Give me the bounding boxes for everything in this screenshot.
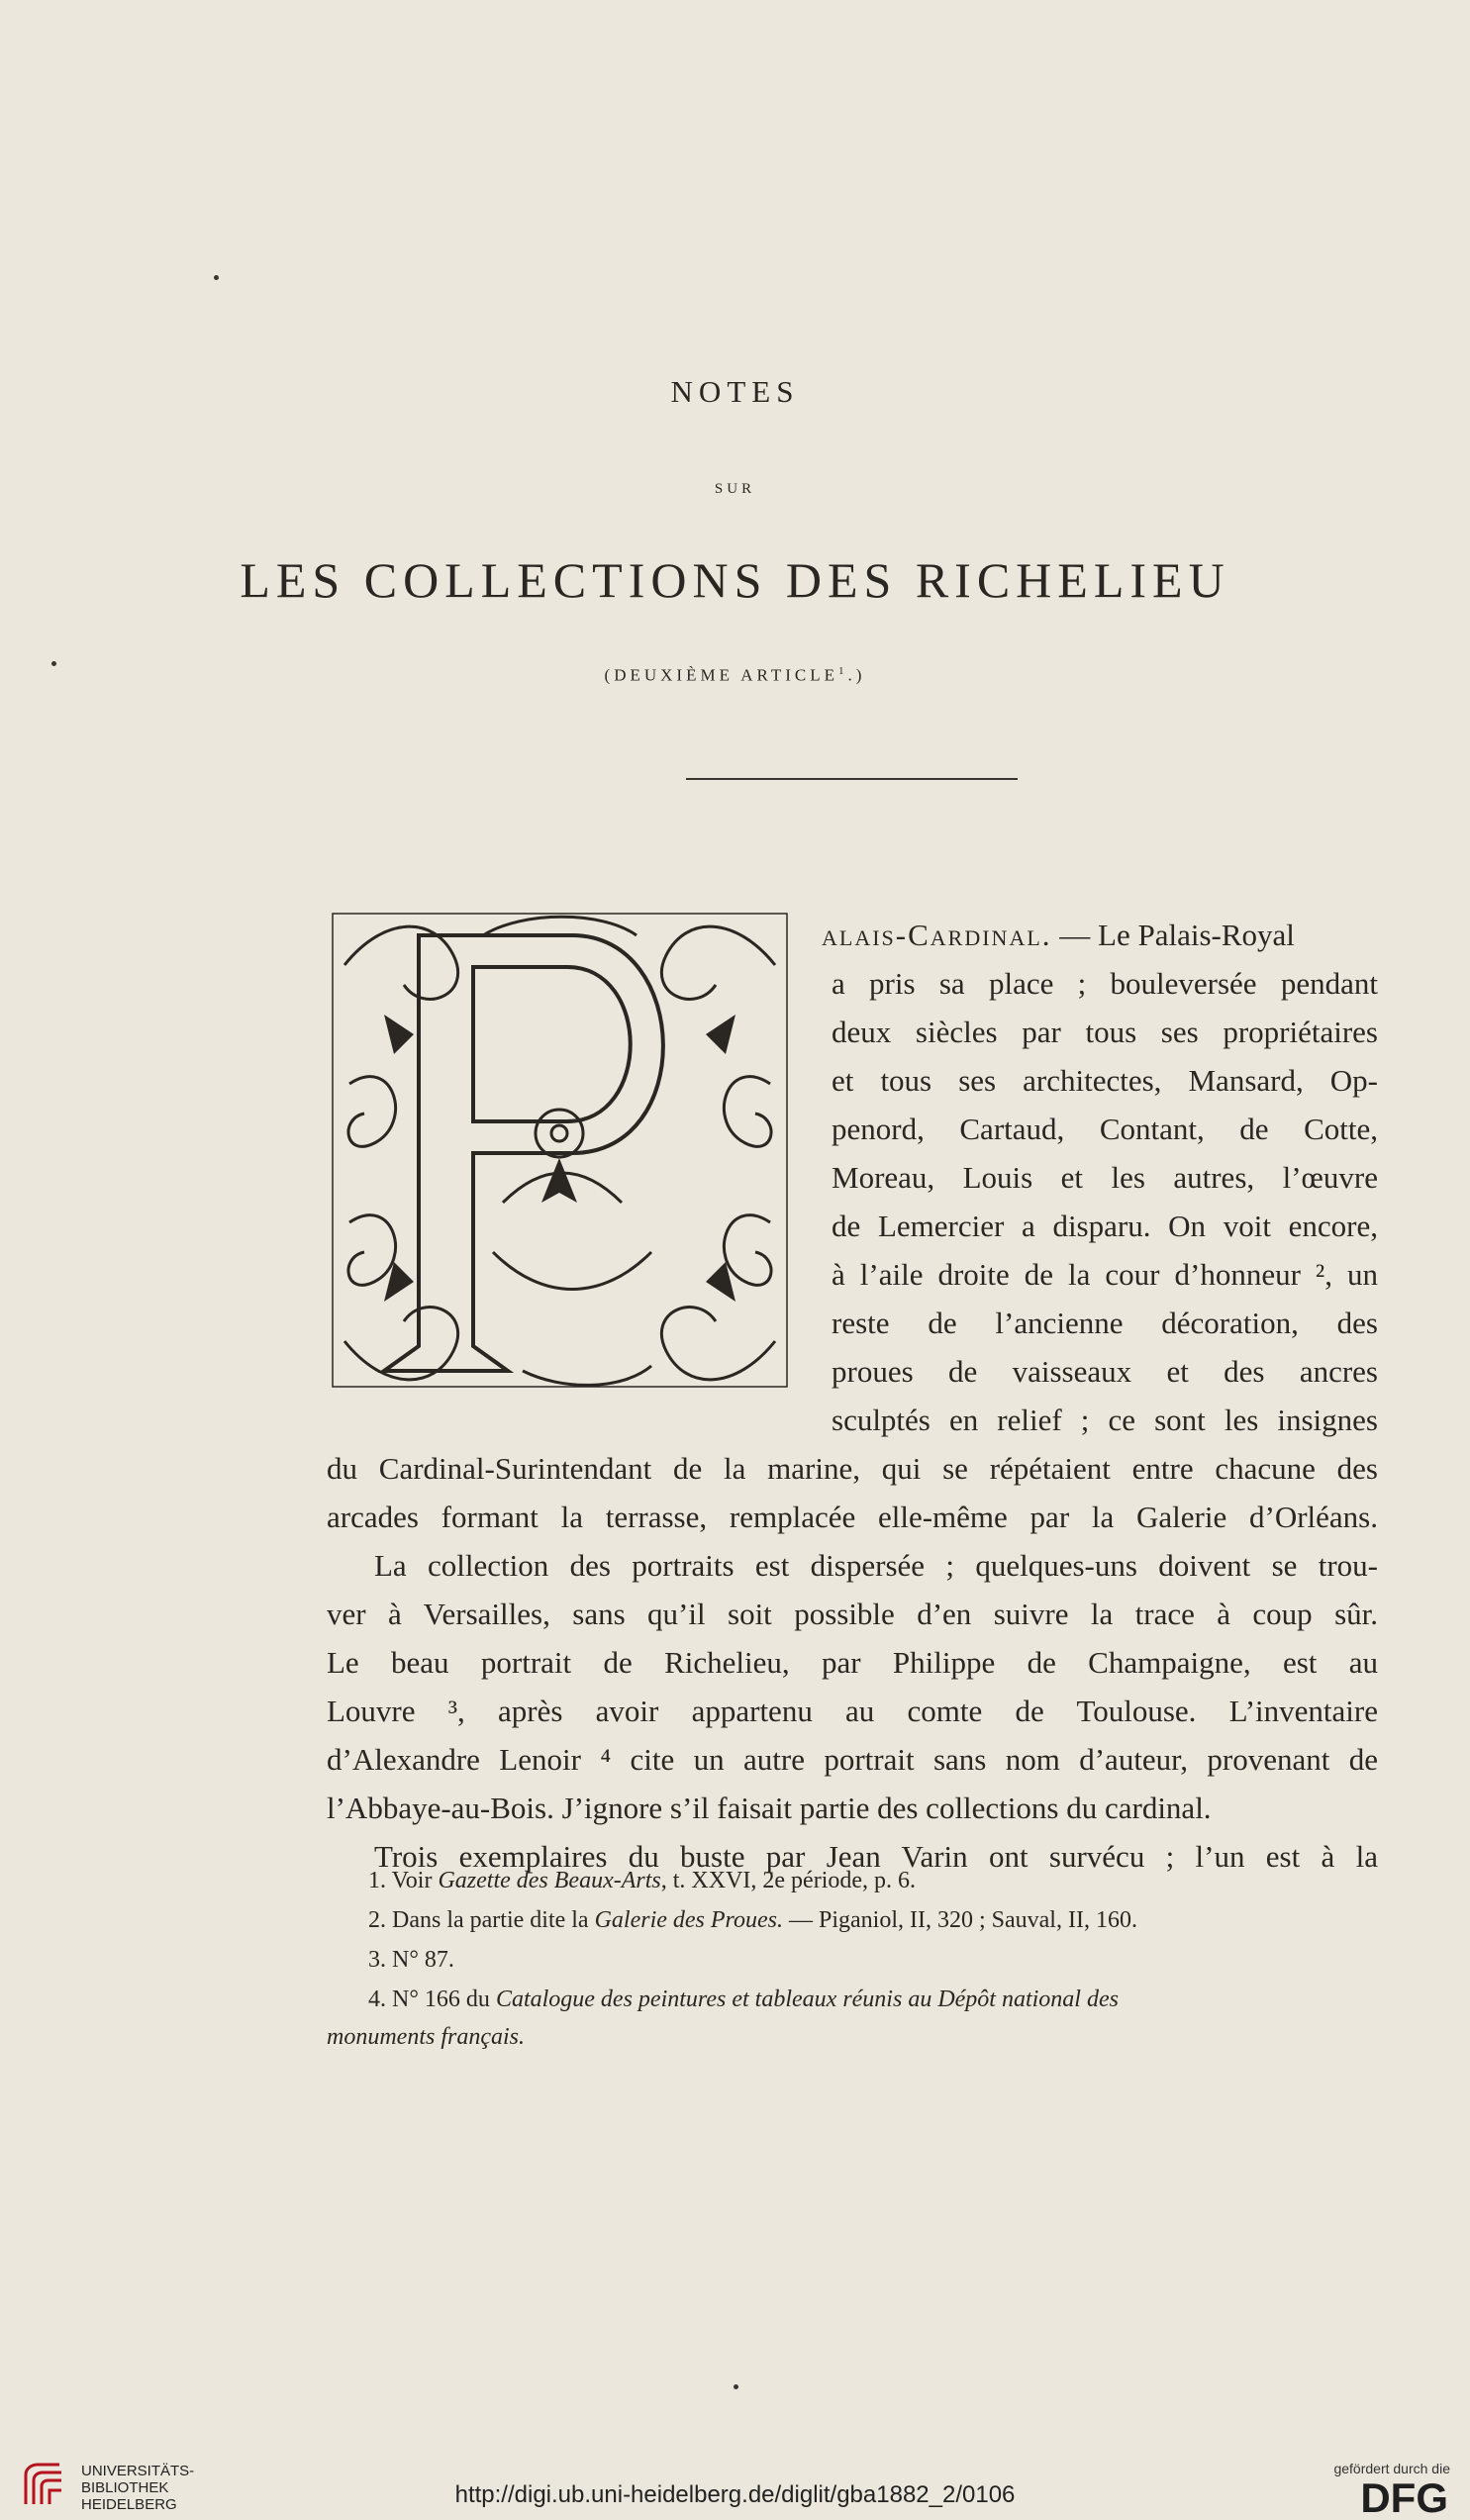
- footnote-4-cont: monuments français.: [327, 2024, 525, 2050]
- text-line: alais-Cardinal. — Le Palais-Royal: [822, 918, 1295, 952]
- page-heading-sur: SUR: [714, 481, 756, 497]
- text-line: penord, Cartaud, Contant, de Cotte,: [832, 1112, 1378, 1146]
- text-line: ver à Versailles, sans qu’il soit possible d’en suivre la trace à coup sûr.: [327, 1597, 1378, 1631]
- text-line: La collection des portraits est dispersée ; quelques-uns doivent se trou-: [374, 1548, 1378, 1583]
- text-line: Louvre ³, après avoir appartenu au comte de Toulouse. L’inventaire: [327, 1694, 1378, 1728]
- ink-speck: [214, 275, 219, 280]
- lead-in-word: alais-Cardinal.: [822, 918, 1052, 952]
- text-line: sculptés en relief ; ce sont les insignes: [832, 1403, 1378, 1437]
- dfg-logo: [1322, 2476, 1450, 2516]
- text-line: à l’aile droite de la cour d’honneur ², un: [832, 1257, 1378, 1292]
- page-title: LES COLLECTIONS DES RICHELIEU: [240, 552, 1230, 608]
- ink-speck: [734, 2384, 738, 2389]
- text-line: Trois exemplaires du buste par Jean Varin ont survécu ; l’un est à la: [374, 1839, 1378, 1874]
- page-subtitle: (DEUXIÈME ARTICLE$^1$.): [604, 665, 866, 685]
- text-line: arcades formant la terrasse, remplacée elle-même par la Galerie d’Orléans.: [327, 1500, 1378, 1534]
- text-line: du Cardinal-Surintendant de la marine, qui se répétaient entre chacune des: [327, 1451, 1378, 1486]
- svg-text:DFG: DFG: [1360, 2476, 1448, 2516]
- footnote-1: 1. Voir Gazette des Beaux-Arts, t. XXVI, 2e période, p. 6.: [368, 1868, 917, 1893]
- source-url[interactable]: http://digi.ub.uni-heidelberg.de/diglit/gba1882_2/0106: [454, 2481, 1016, 2508]
- funding-caption: gefördert durch die: [1333, 2461, 1450, 2476]
- text-line: a pris sa place ; bouleversée pendant: [832, 966, 1378, 1001]
- text-line: Moreau, Louis et les autres, l’œuvre: [832, 1160, 1378, 1195]
- text-line: d’Alexandre Lenoir ⁴ cite un autre portrait sans nom d’auteur, provenant de: [327, 1742, 1378, 1777]
- text-line: et tous ses architectes, Mansard, Op-: [832, 1063, 1378, 1098]
- text-line: Le beau portrait de Richelieu, par Philippe de Champaigne, est au: [327, 1645, 1378, 1680]
- text-line: reste de l’ancienne décoration, des: [832, 1306, 1378, 1340]
- university-library-name: UNIVERSITÄTS- BIBLIOTHEK HEIDELBERG: [81, 2463, 195, 2513]
- text-line: proues de vaisseaux et des ancres: [832, 1354, 1378, 1389]
- footnote-4: 4. N° 166 du Catalogue des peintures et tableaux réunis au Dépôt national des: [368, 1987, 1119, 2012]
- text-line: l’Abbaye-au-Bois. J’ignore s’il faisait partie des collections du cardinal.: [327, 1791, 1212, 1825]
- divider-rule: [686, 778, 1018, 780]
- text-line: de Lemercier a disparu. On voit encore,: [832, 1209, 1378, 1243]
- ornamental-dropcap-p: [325, 906, 795, 1395]
- page-heading-notes: NOTES: [670, 374, 800, 409]
- footnote-3: 3. N° 87.: [368, 1947, 454, 1973]
- text-line: deux siècles par tous ses propriétaires: [832, 1015, 1378, 1049]
- footnote-2: 2. Dans la partie dite la Galerie des Proues. — Piganiol, II, 320 ; Sauval, II, 160.: [368, 1907, 1137, 1933]
